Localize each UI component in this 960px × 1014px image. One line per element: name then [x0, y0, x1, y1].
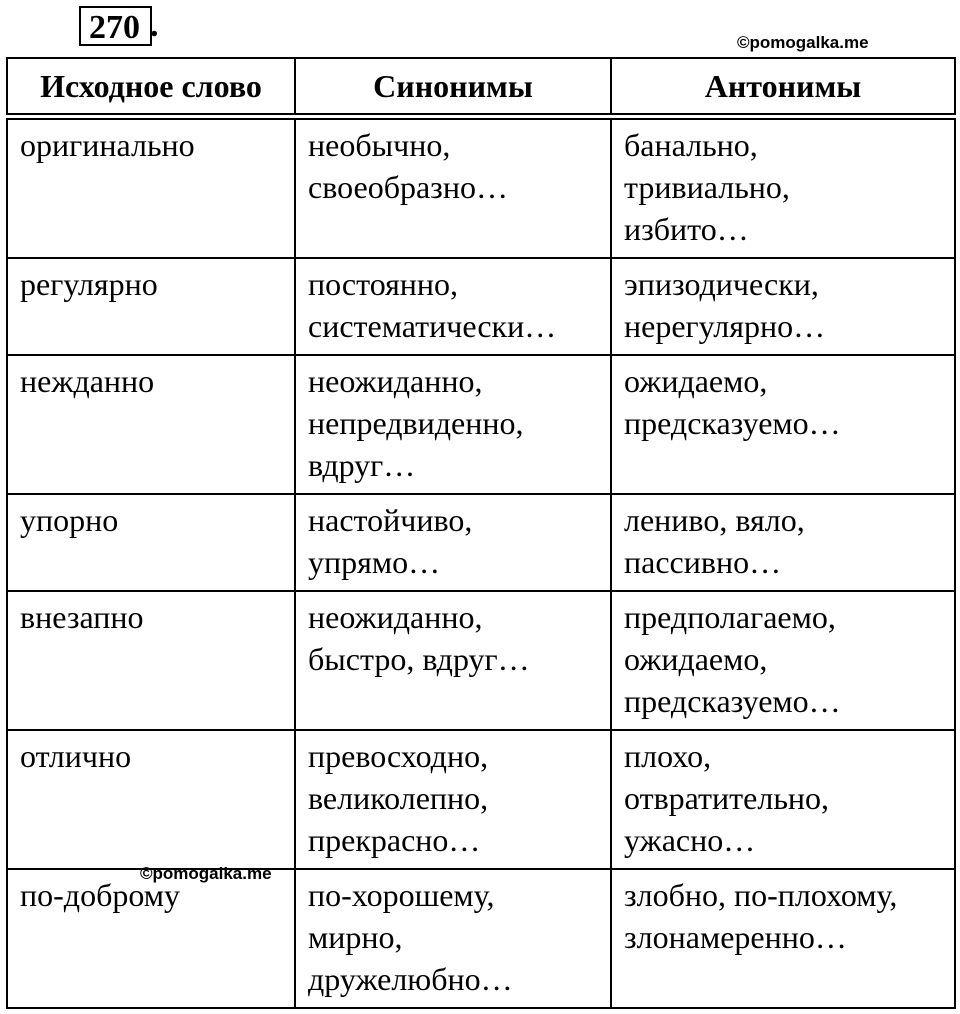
- exercise-number-dot: .: [150, 7, 159, 44]
- cell-synonyms: превосходно, великолепно, прекрасно…: [295, 730, 611, 869]
- table-row: [7, 591, 955, 730]
- cell-synonyms: по-хорошему, мирно, дружелюбно…: [295, 869, 611, 1008]
- watermark-top: ©pomogalka.me: [737, 33, 869, 52]
- cell-synonyms: необычно, своеобразно…: [295, 119, 611, 258]
- cell-word: отлично: [7, 730, 295, 869]
- header-synonyms: Синонимы: [295, 58, 611, 114]
- cell-antonyms: плохо, отвратительно, ужасно…: [611, 730, 955, 869]
- watermark-middle: ©pomogalka.me: [140, 864, 272, 883]
- header-antonyms: Антонимы: [611, 58, 955, 114]
- cell-antonyms: предполагаемо, ожидаемо, предсказуемо…: [611, 591, 955, 730]
- cell-antonyms: ожидаемо, предсказуемо…: [611, 355, 955, 494]
- table-row: [7, 258, 955, 355]
- cell-word: внезапно: [7, 591, 295, 730]
- cell-word: регулярно: [7, 258, 295, 355]
- table-row: [7, 355, 955, 494]
- cell-synonyms: постоянно, систематически…: [295, 258, 611, 355]
- cell-antonyms: банально, тривиально, избито…: [611, 119, 955, 258]
- cell-synonyms: настойчиво, упрямо…: [295, 494, 611, 591]
- cell-antonyms: эпизодически, нерегулярно…: [611, 258, 955, 355]
- cell-synonyms: неожиданно, быстро, вдруг…: [295, 591, 611, 730]
- table-row: [7, 869, 955, 1008]
- cell-word: упорно: [7, 494, 295, 591]
- cell-synonyms: неожиданно, непредвиденно, вдруг…: [295, 355, 611, 494]
- cell-word: нежданно: [7, 355, 295, 494]
- header-original-word: Исходное слово: [7, 58, 295, 114]
- table-header: [6, 57, 956, 115]
- cell-word: оригинально: [7, 119, 295, 258]
- table-row: [7, 119, 955, 258]
- cell-antonyms: лениво, вяло, пассивно…: [611, 494, 955, 591]
- cell-antonyms: злобно, по-плохому, злонамеренно…: [611, 869, 955, 1008]
- table-row: [7, 494, 955, 591]
- header-row: [7, 58, 955, 114]
- exercise-number: 270: [79, 6, 152, 46]
- table-row: [7, 730, 955, 869]
- cell-word: по-доброму: [7, 869, 295, 1008]
